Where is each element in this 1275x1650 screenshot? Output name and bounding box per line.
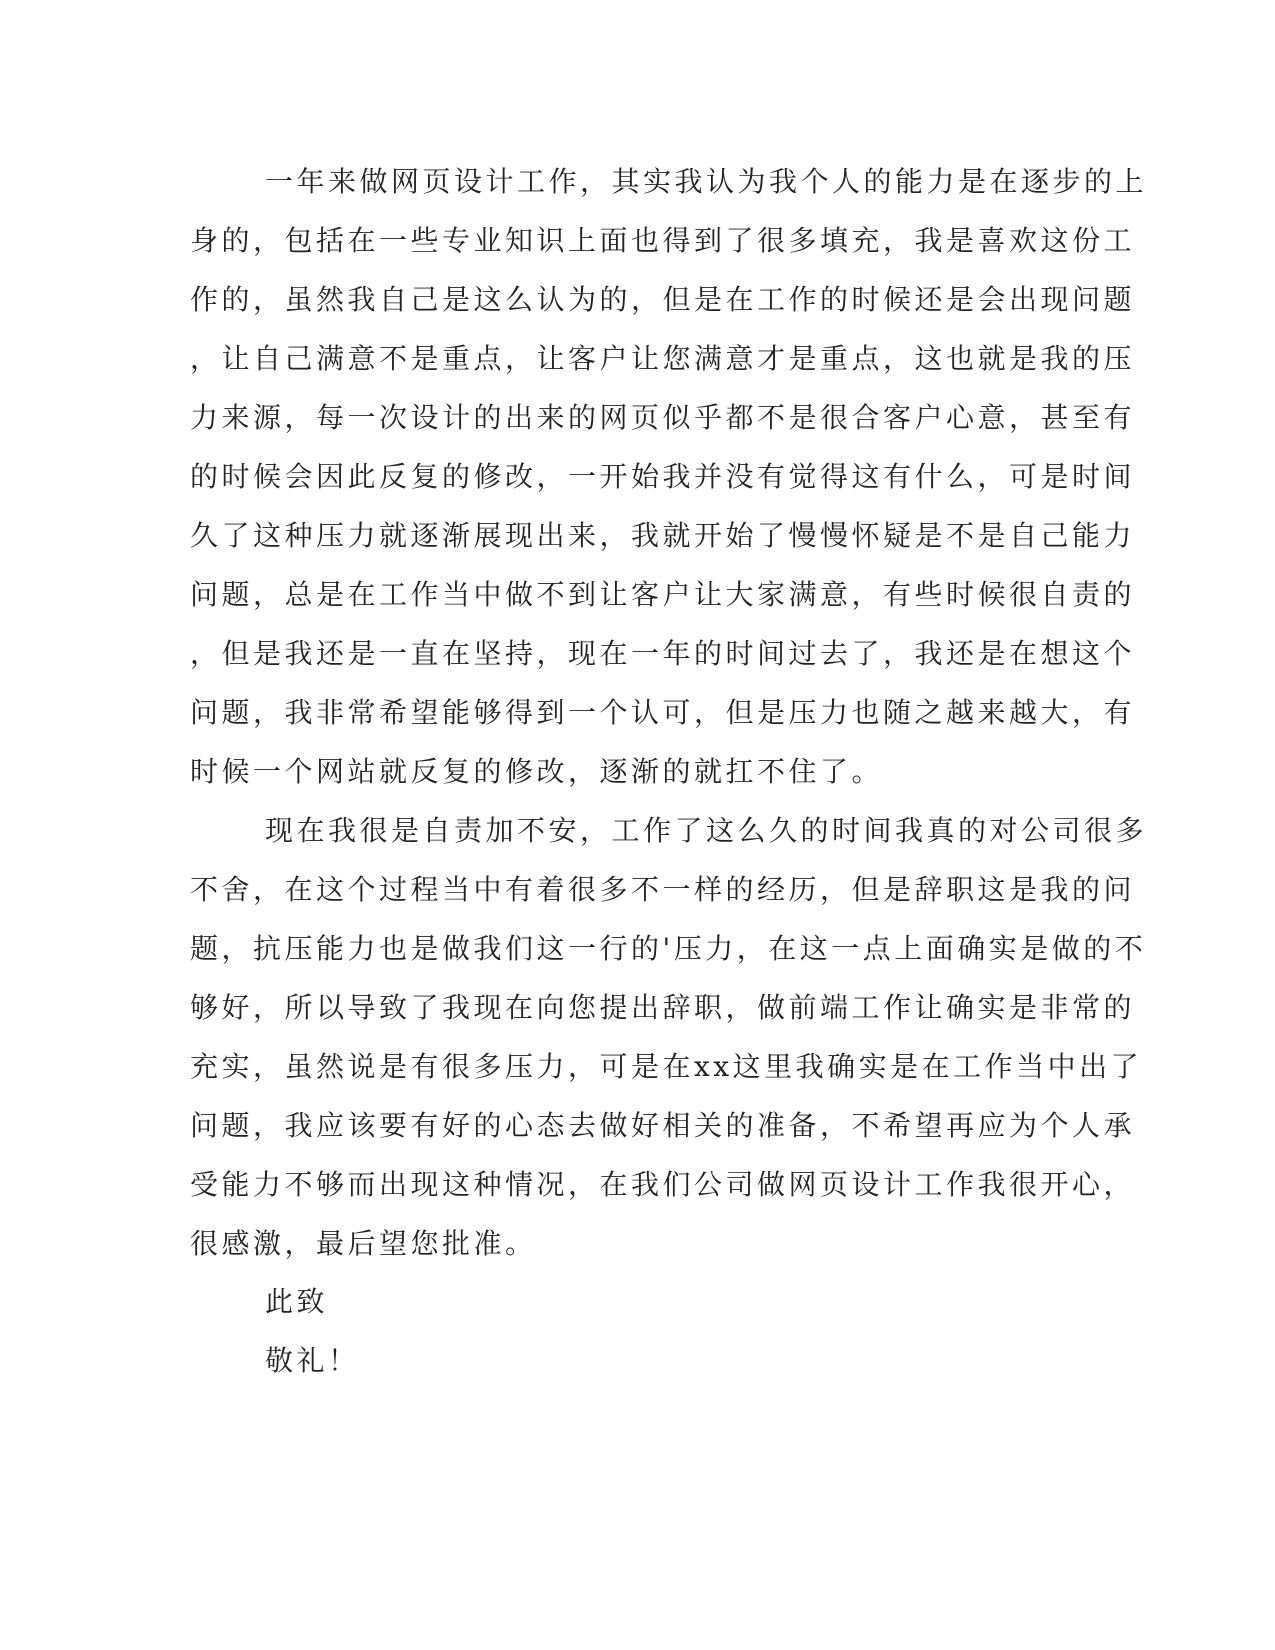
- paragraph-1-line-8: 问题，总是在工作当中做不到让客户让大家满意，有些时候很自责的: [190, 578, 1136, 611]
- paragraph-2-line-4: 够好，所以导致了我现在向您提出辞职，做前端工作让确实是非常的: [190, 991, 1136, 1024]
- closing-salutation: 此致: [265, 1285, 329, 1318]
- paragraph-2-line-5: 充实，虽然说是有很多压力，可是在xx这里我确实是在工作当中出了: [190, 1050, 1143, 1083]
- paragraph-1-line-9: ，但是我还是一直在坚持，现在一年的时间过去了，我还是在想这个: [190, 637, 1136, 670]
- paragraph-2-line-7: 受能力不够而出现这种情况，在我们公司做网页设计工作我很开心，: [190, 1168, 1136, 1201]
- paragraph-2-line-8: 很感激，最后望您批准。: [190, 1227, 537, 1260]
- paragraph-1-line-7: 久了这种压力就逐渐展现出来，我就开始了慢慢怀疑是不是自己能力: [190, 519, 1136, 552]
- paragraph-1-line-1: 一年来做网页设计工作，其实我认为我个人的能力是在逐步的上: [265, 165, 1148, 198]
- closing-regards: 敬礼！: [265, 1344, 360, 1377]
- paragraph-1-line-6: 的时候会因此反复的修改，一开始我并没有觉得这有什么，可是时间: [190, 460, 1136, 493]
- paragraph-2-line-2: 不舍，在这个过程当中有着很多不一样的经历，但是辞职这是我的问: [190, 873, 1136, 906]
- paragraph-1-line-11: 时候一个网站就反复的修改，逐渐的就扛不住了。: [190, 755, 884, 788]
- paragraph-2-line-3: 题，抗压能力也是做我们这一行的'压力，在这一点上面确实是做的不: [190, 932, 1147, 965]
- paragraph-1-line-5: 力来源，每一次设计的出来的网页似乎都不是很合客户心意，甚至有: [190, 401, 1136, 434]
- paragraph-1-line-3: 作的，虽然我自己是这么认为的，但是在工作的时候还是会出现问题: [190, 283, 1136, 316]
- paragraph-2-line-1: 现在我很是自责加不安，工作了这么久的时间我真的对公司很多: [265, 814, 1148, 847]
- paragraph-1-line-10: 问题，我非常希望能够得到一个认可，但是压力也随之越来越大，有: [190, 696, 1136, 729]
- paragraph-2-line-6: 问题，我应该要有好的心态去做好相关的准备，不希望再应为个人承: [190, 1109, 1136, 1142]
- paragraph-1-line-2: 身的，包括在一些专业知识上面也得到了很多填充，我是喜欢这份工: [190, 224, 1136, 257]
- paragraph-1-line-4: ，让自己满意不是重点，让客户让您满意才是重点，这也就是我的压: [190, 342, 1136, 375]
